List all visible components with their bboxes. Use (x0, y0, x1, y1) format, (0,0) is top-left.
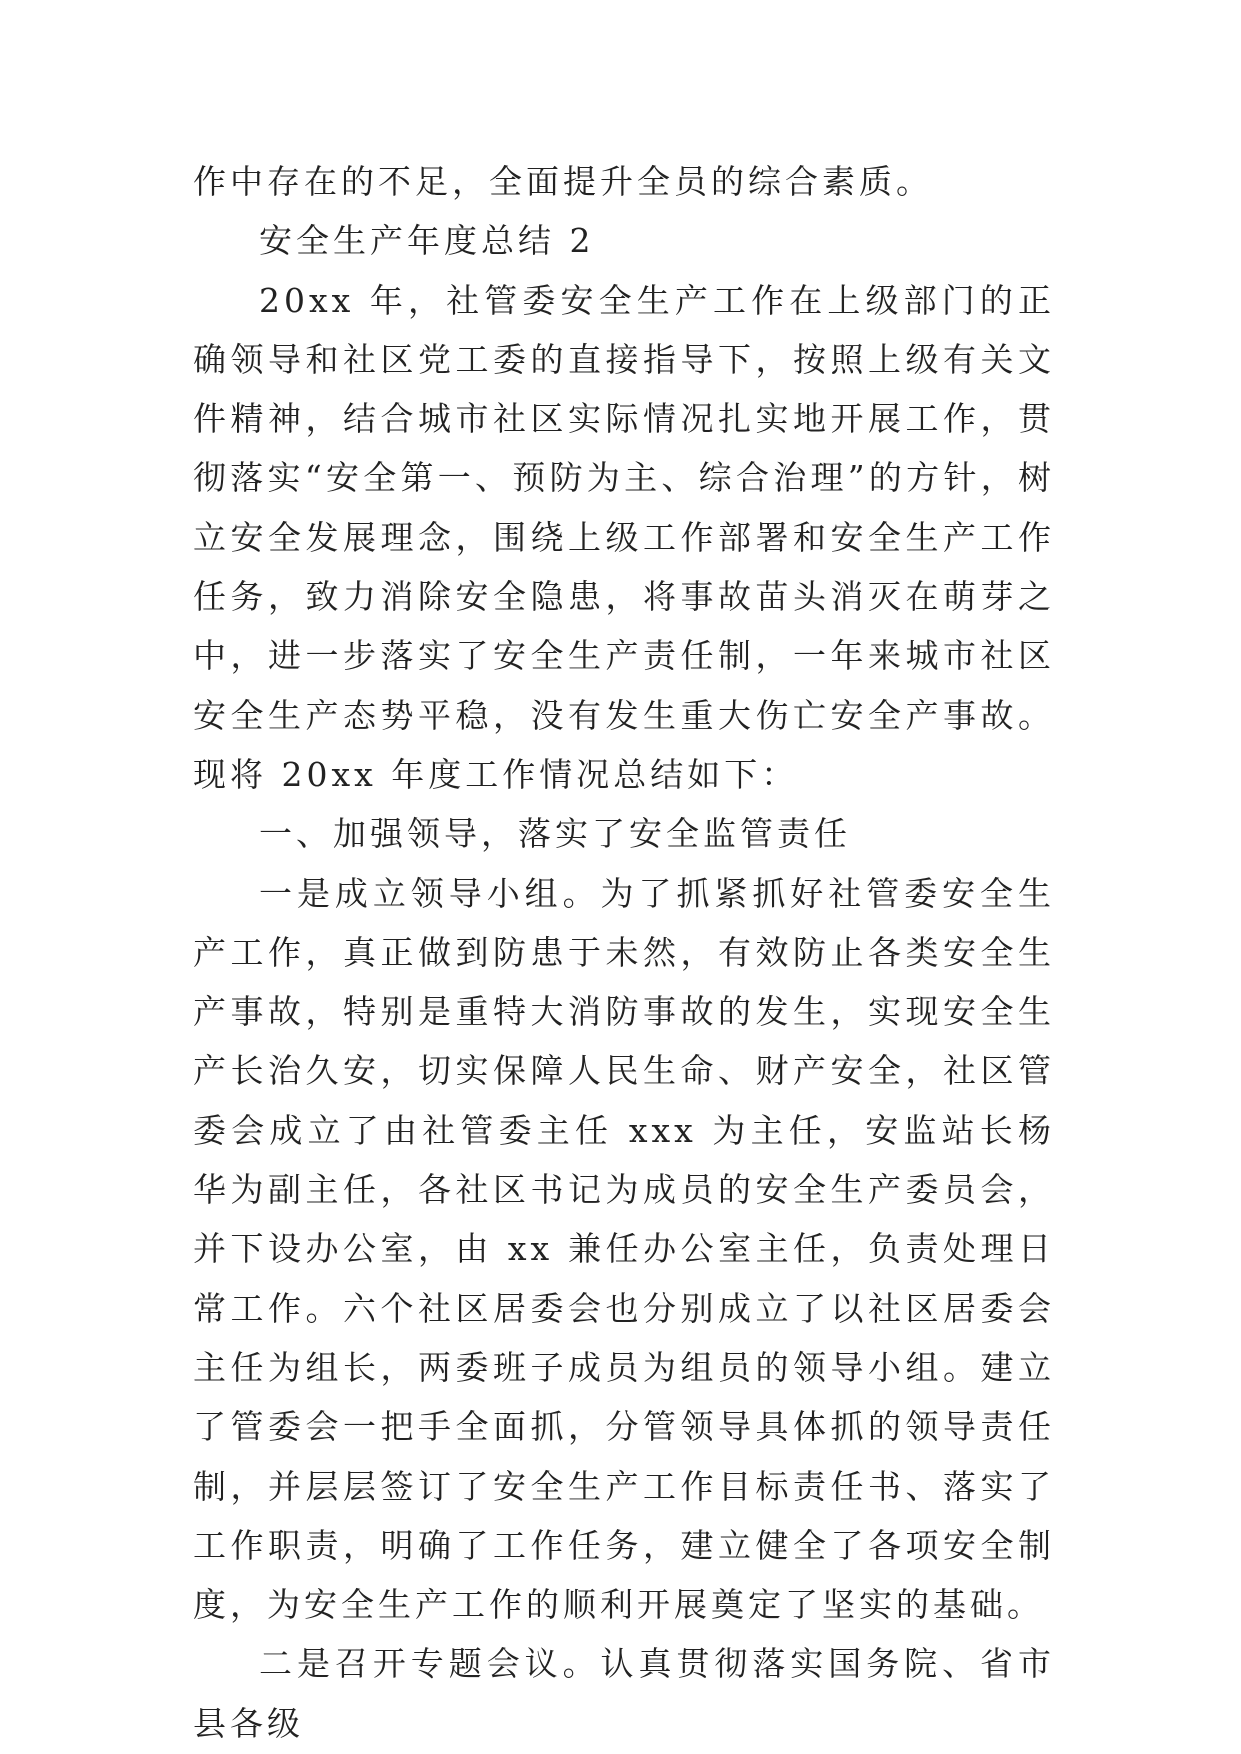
document-body (193, 152, 1055, 1753)
paragraph-intro: 20xx 年，社管委安全生产工作在上级部门的正确领导和社区党工委的直接指导下，按照上级有关文件精神，结合城市社区实际情况扎实地开展工作，贯彻落实“安全第一、预防为主、综合治理”的方针，树立安全发展理念，围绕上级工作部署和安全生产工作任务，致力消除安全隐患，将事故苗头消灭在萌芽之中，进一步落实了安全生产责任制，一年来城市社区安全生产态势平稳，没有发生重大伤亡安全产事故。现将 20xx 年度工作情况总结如下： (193, 280, 1055, 794)
paragraph-leading-group: 一是成立领导小组。为了抓紧抓好社管委安全生产工作，真正做到防患于未然，有效防止各类安全生产事故，特别是重特大消防事故的发生，实现安全生产长治久安，切实保障人民生命、财产安全，社区管委会成立了由社管委主任 xxx 为主任，安监站长杨华为副主任，各社区书记为成员的安全生产委员会，并下设办公室，由 xx 兼任办公室主任，负责处理日常工作。六个社区居委会也分别成立了以社区居委会主任为组长，两委班子成员为组员的领导小组。建立了管委会一把手全面抓，分管领导具体抓的领导责任制，并层层签订了安全生产工作目标责任书、落实了工作职责，明确了工作任务，建立健全了各项安全制度，为安全生产工作的顺利开展奠定了坚实的基础。 (193, 873, 1055, 1625)
paragraph-continuation: 作中存在的不足，全面提升全员的综合素质。 (193, 162, 933, 201)
section-heading-1: 一、加强领导，落实了安全监管责任 (259, 814, 851, 854)
section-title: 安全生产年度总结 2 (259, 221, 595, 261)
paragraph-special-meeting: 二是召开专题会议。认真贯彻落实国务院、省市县各级 (193, 1644, 1055, 1743)
